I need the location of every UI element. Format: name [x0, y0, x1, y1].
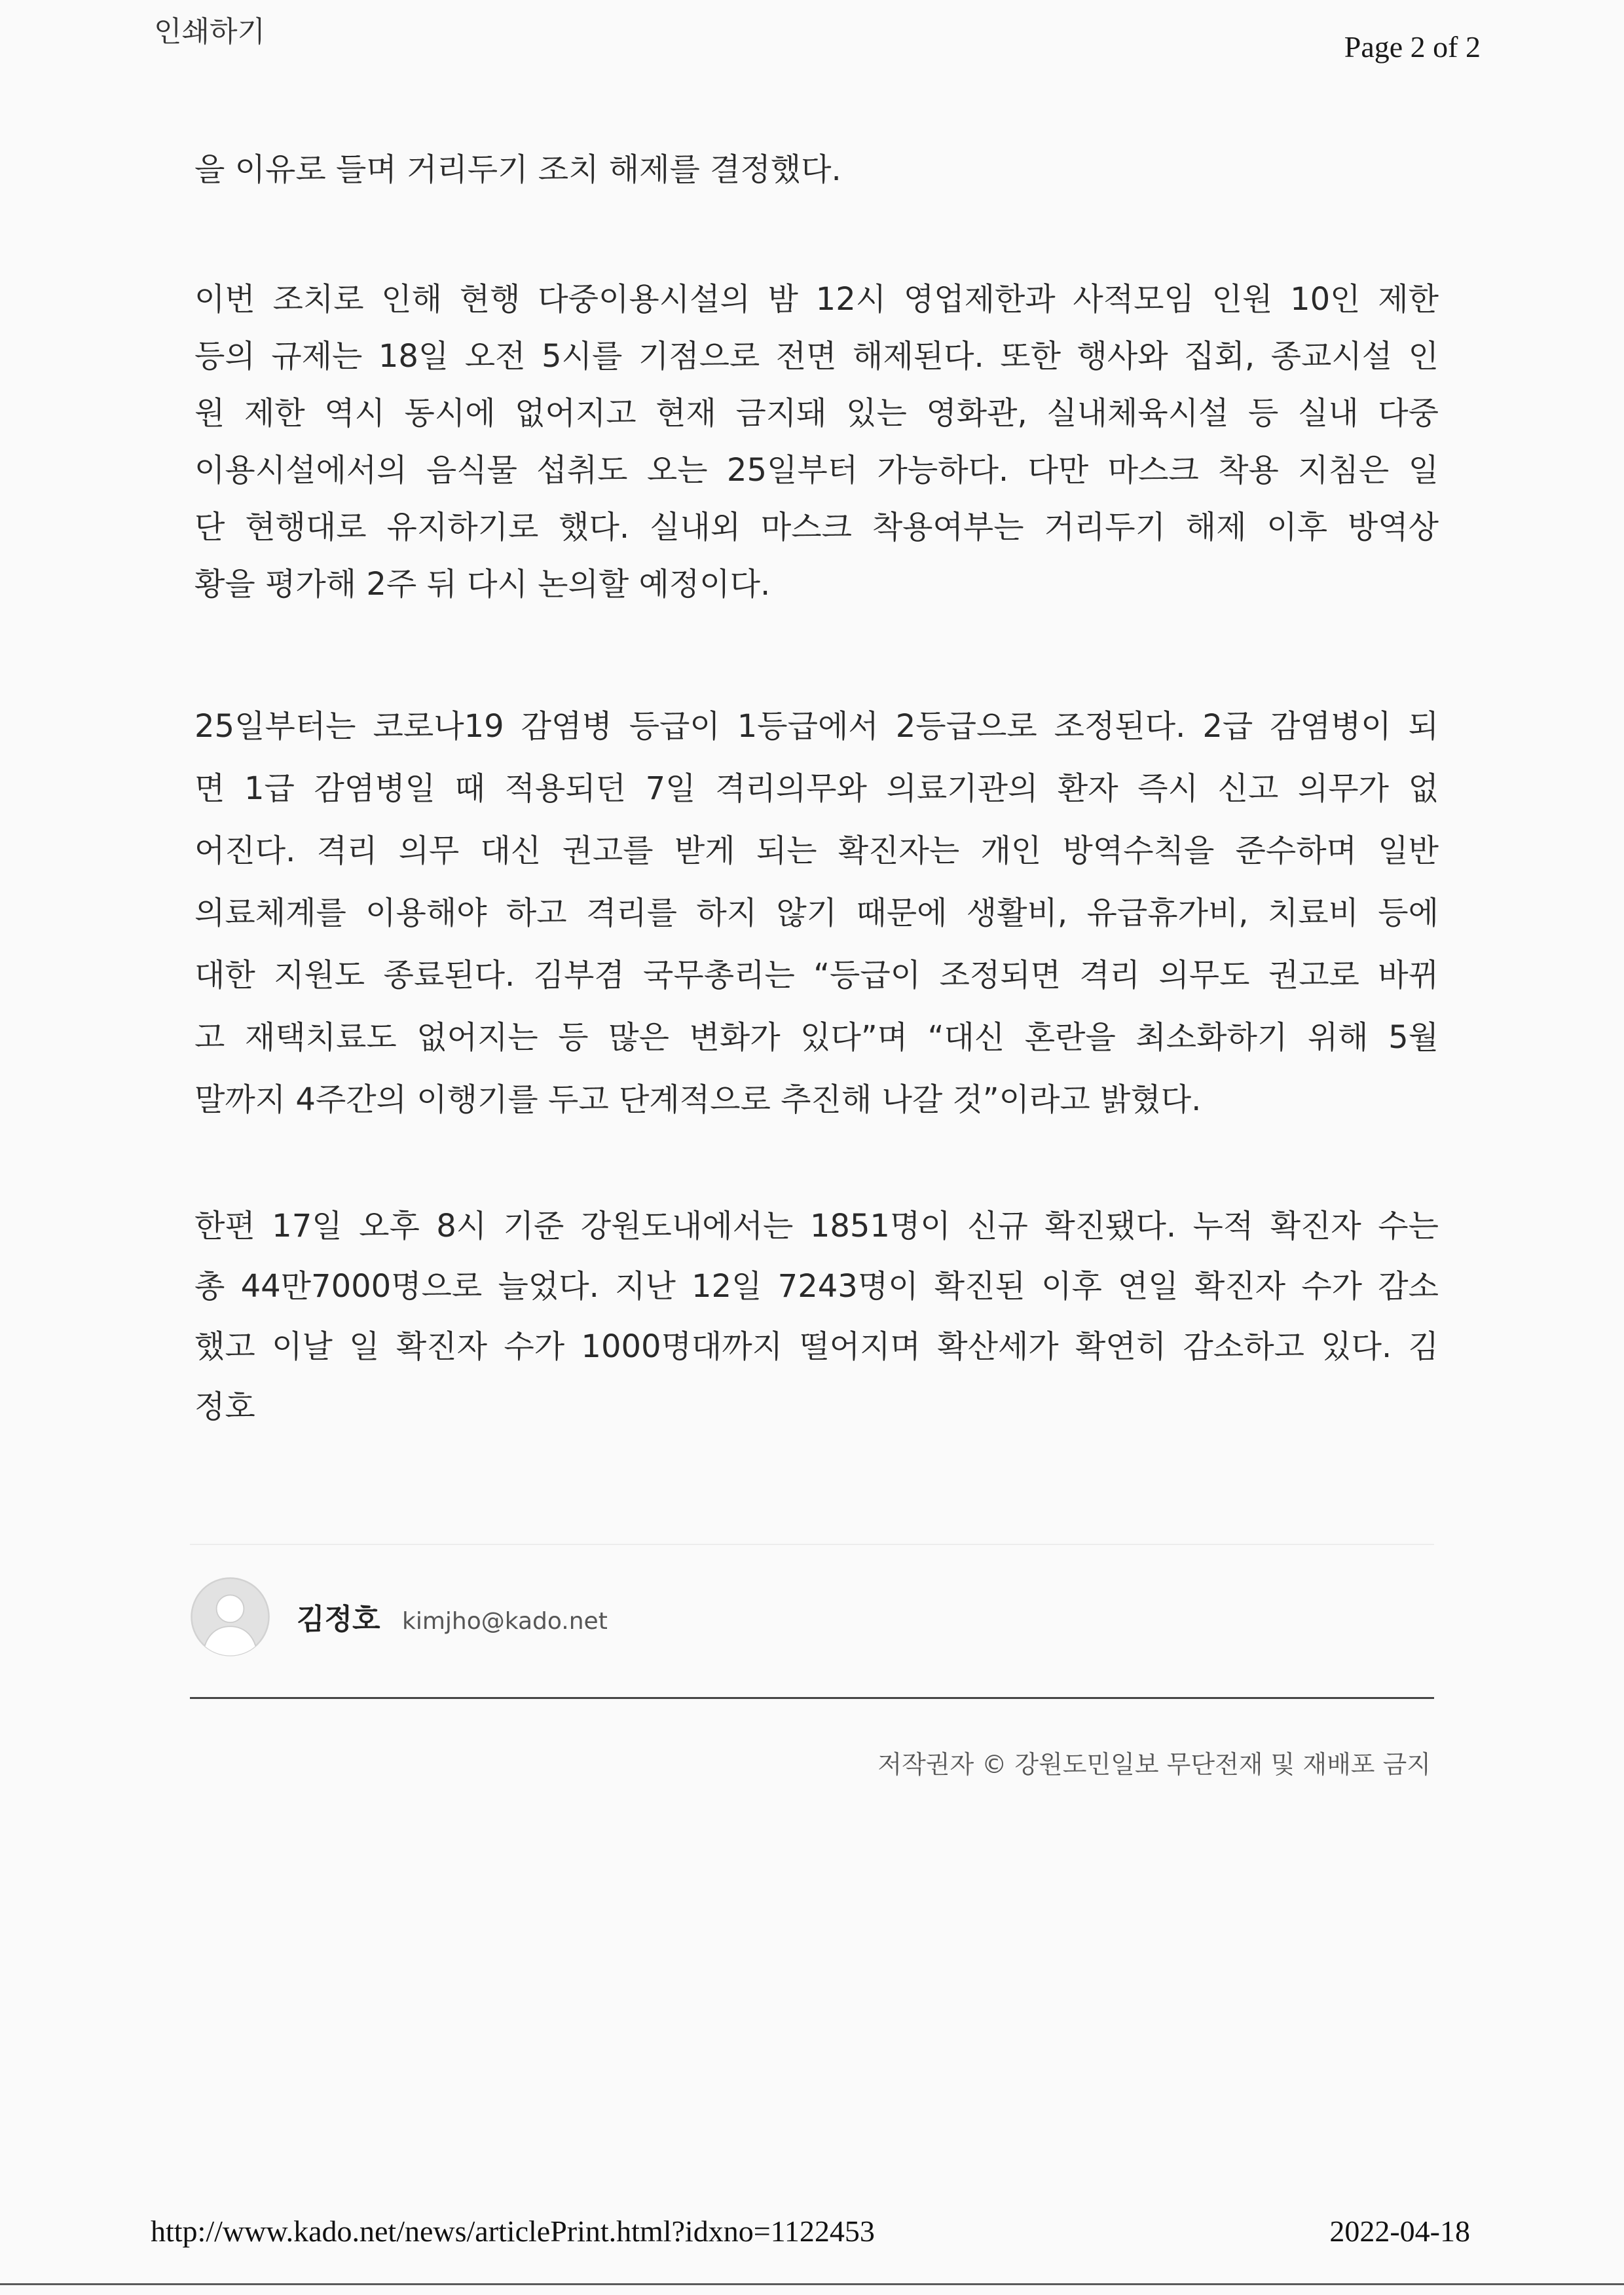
paragraph-line: 대한 지원도 종료된다. 김부겸 국무총리는 “등급이 조정되면 격리 의무도 권고로 바뀌 — [194, 957, 1439, 994]
paragraph-line: 정호 — [194, 1389, 255, 1425]
author-email: kimjho@kado.net — [402, 1608, 608, 1635]
paragraph-line: 어진다. 격리 의무 대신 권고를 받게 되는 확진자는 개인 방역수칙을 준수하며 일반 — [194, 832, 1439, 869]
page-edge-line — [0, 2283, 1624, 2285]
article-paragraph-1 — [194, 140, 1439, 199]
page-indicator: Page 2 of 2 — [1344, 30, 1481, 64]
paragraph-line: 이용시설에서의 음식물 섭취도 오는 25일부터 가능하다. 다만 마스크 착용 지침은 일 — [194, 452, 1439, 489]
paragraph-line: 했고 이날 일 확진자 수가 1000명대까지 떨어지며 확산세가 확연히 감소하고 있다. 김 — [194, 1328, 1439, 1365]
paragraph-line: 원 제한 역시 동시에 없어지고 현재 금지돼 있는 영화관, 실내체육시설 등 실내 다중 — [194, 395, 1439, 432]
paragraph-line: 황을 평가해 2주 뒤 다시 논의할 예정이다. — [194, 566, 771, 603]
paragraph-line: 을 이유로 들며 거리두기 조치 해제를 결정했다. — [194, 151, 841, 188]
article-paragraph-2 — [194, 271, 1439, 613]
print-header-label: 인쇄하기 — [154, 15, 266, 48]
paragraph-line: 의료체계를 이용해야 하고 격리를 하지 않기 때문에 생활비, 유급휴가비, 치료비 등에 — [194, 895, 1439, 931]
byline-bottom-divider — [190, 1697, 1434, 1699]
paragraph-line: 면 1급 감염병일 때 적용되던 7일 격리의무와 의료기관의 환자 즉시 신고 의무가 없 — [194, 770, 1439, 807]
paragraph-line: 등의 규제는 18일 오전 5시를 기점으로 전면 해제된다. 또한 행사와 집회, 종교시설 인 — [194, 338, 1439, 375]
footer-url: http://www.kado.net/news/articlePrint.html?idxno=1122453 — [151, 2214, 875, 2248]
article-paragraph-4 — [194, 1196, 1439, 1437]
article-paragraph-3 — [194, 696, 1439, 1131]
copyright-notice: 저작권자 © 강원도민일보 무단전재 및 재배포 금지 — [877, 1750, 1431, 1779]
byline-top-divider — [190, 1544, 1434, 1545]
paragraph-line: 이번 조치로 인해 현행 다중이용시설의 밤 12시 영업제한과 사적모임 인원 10인 제한 — [194, 281, 1439, 318]
paragraph-line: 25일부터는 코로나19 감염병 등급이 1등급에서 2등급으로 조정된다. 2급 감염병이 되 — [194, 708, 1439, 745]
paragraph-line: 한편 17일 오후 8시 기준 강원도내에서는 1851명이 신규 확진됐다. 누적 확진자 수는 — [194, 1208, 1439, 1244]
paragraph-line: 단 현행대로 유지하기로 했다. 실내외 마스크 착용여부는 거리두기 해제 이후 방역상 — [194, 509, 1439, 546]
paragraph-line: 말까지 4주간의 이행기를 두고 단계적으로 추진해 나갈 것”이라고 밝혔다. — [194, 1081, 1202, 1118]
footer-date: 2022-04-18 — [1329, 2214, 1470, 2248]
user-avatar-icon — [190, 1577, 270, 1657]
paragraph-line: 총 44만7000명으로 늘었다. 지난 12일 7243명이 확진된 이후 연일 확진자 수가 감소 — [194, 1268, 1439, 1305]
author-name: 김정호 — [297, 1603, 380, 1636]
paragraph-line: 고 재택치료도 없어지는 등 많은 변화가 있다”며 “대신 혼란을 최소화하기 위해 5월 — [194, 1019, 1439, 1056]
